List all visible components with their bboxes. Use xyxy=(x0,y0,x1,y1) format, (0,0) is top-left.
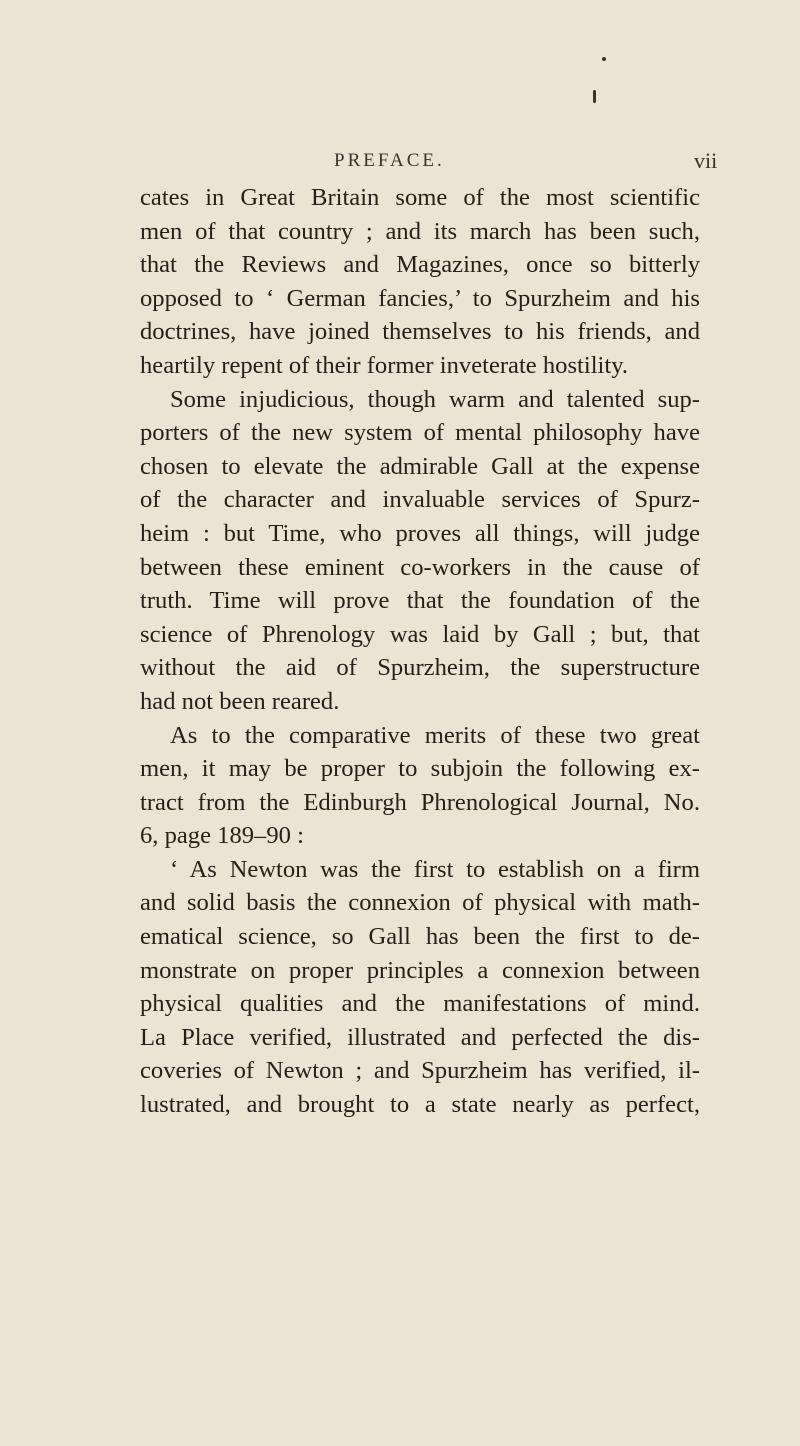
text-line: without the aid of Spurzheim, the superstructure xyxy=(140,654,700,682)
text-line: men of that country ; and its march has been such, xyxy=(140,217,700,245)
text-line: cates in Great Britain some of the most scientific xyxy=(140,184,700,211)
text-line: monstrate on proper principles a connexion between xyxy=(140,956,700,984)
text-line: coveries of Newton ; and Spurzheim has verified, il- xyxy=(140,1057,700,1085)
text-line: As to the comparative merits of these two great xyxy=(170,721,700,749)
text-line: opposed to ‘ German fancies,’ to Spurzheim and his xyxy=(140,284,700,312)
text-line: chosen to elevate the admirable Gall at the expense xyxy=(140,452,700,480)
text-line: doctrines, have joined themselves to his friends, and xyxy=(140,318,700,346)
text-line: had not been reared. xyxy=(140,687,340,715)
body-text xyxy=(140,181,700,1122)
text-line: La Place verified, illustrated and perfected the dis- xyxy=(140,1023,700,1051)
text-line: that the Reviews and Magazines, once so bitterly xyxy=(140,251,700,279)
text-line: Some injudicious, though warm and talented sup- xyxy=(170,385,700,413)
ink-speck-mark xyxy=(593,90,596,103)
page-number: vii xyxy=(694,148,718,173)
text-line: truth. Time will prove that the foundation of the xyxy=(140,587,700,615)
text-line: between these eminent co-workers in the cause of xyxy=(140,553,700,581)
text-line: tract from the Edinburgh Phrenological Journal, No. xyxy=(140,788,700,816)
text-line: and solid basis the connexion of physical with math- xyxy=(140,889,700,917)
text-line: porters of the new system of mental philosophy have xyxy=(140,419,700,447)
ink-speck-mark xyxy=(602,57,606,61)
text-line: ematical science, so Gall has been the first to de- xyxy=(140,923,700,951)
text-line: of the character and invaluable services of Spurz- xyxy=(140,486,700,514)
text-line: heartily repent of their former inveterate hostility. xyxy=(140,351,629,379)
text-line: lustrated, and brought to a state nearly as perfect, xyxy=(140,1091,700,1119)
running-head: PREFACE. xyxy=(334,150,445,171)
text-line: heim : but Time, who proves all things, will judge xyxy=(140,519,700,547)
page-header xyxy=(0,150,800,180)
text-line: ‘ As Newton was the first to establish on a firm xyxy=(170,855,700,883)
text-line: men, it may be proper to subjoin the following ex- xyxy=(140,755,700,783)
text-line: physical qualities and the manifestations of mind. xyxy=(140,990,700,1018)
text-line: 6, page 189–90 : xyxy=(140,822,304,850)
text-line: science of Phrenology was laid by Gall ; but, that xyxy=(140,620,700,648)
